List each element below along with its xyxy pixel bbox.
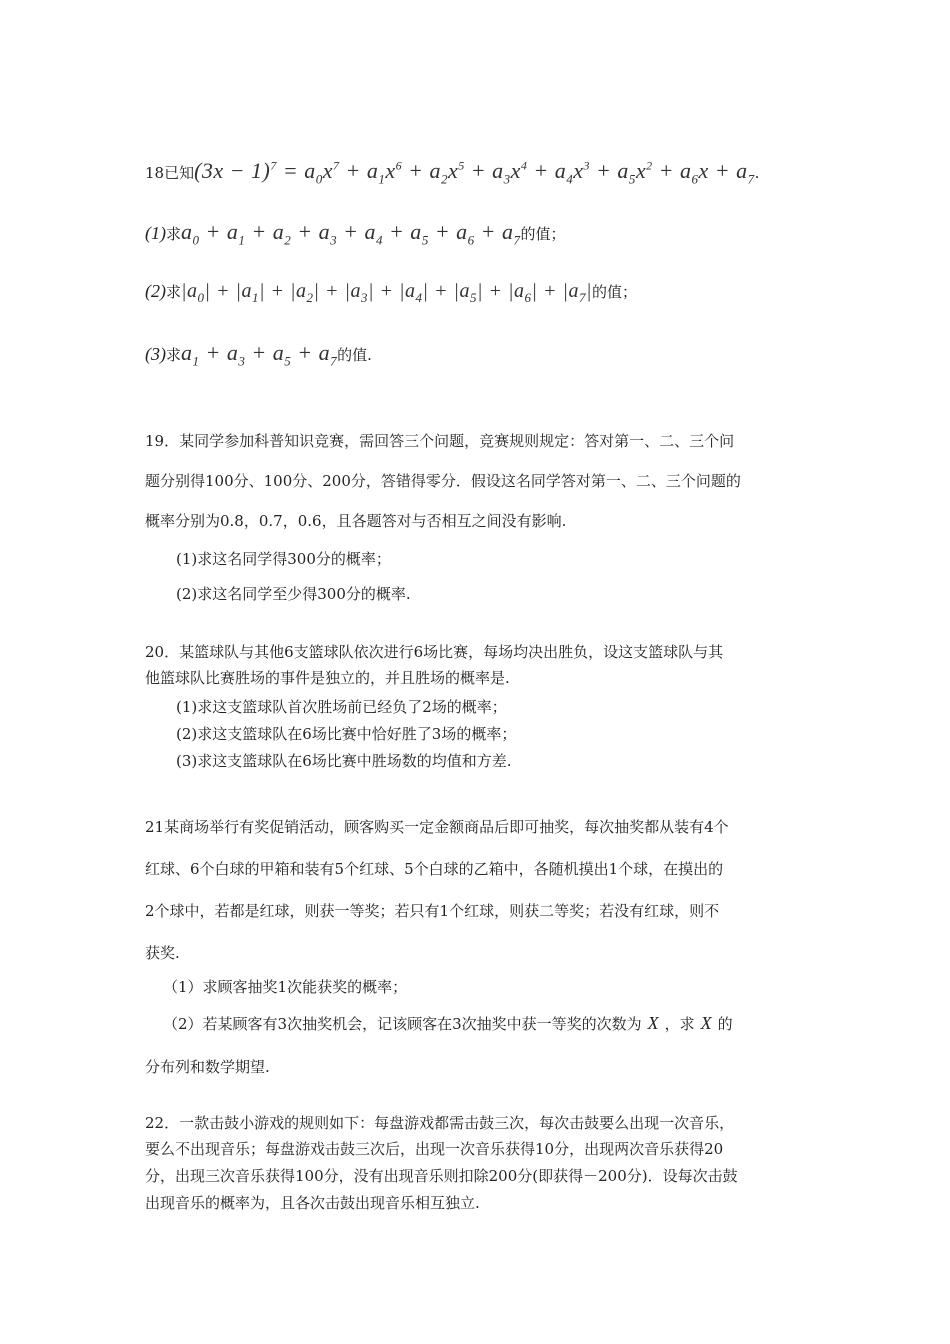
q18-eq-exp: 7 xyxy=(270,158,277,173)
q21-line4: 获奖. xyxy=(145,944,180,962)
q21-sub2 xyxy=(163,1013,733,1034)
q18-eq-base: (3x − 1) xyxy=(194,158,271,183)
q18-part2 xyxy=(145,280,637,306)
q20-sub1: (1)求这支篮球队首次胜场前已经负了2场的概率； xyxy=(176,698,507,716)
q18-p2-post: 的值； xyxy=(592,283,638,301)
q21-line1: 21某商场举行有奖促销活动，顾客购买一定金额商品后即可抽奖，每次抽奖都从装有4个 xyxy=(145,818,729,836)
q18-prefix: 18已知 xyxy=(145,164,195,182)
q18-p2-expr: $|a_0| + |a_1| + |a_2| + |a_3| + |a_4| + |a_5| + |a_6| + |a_7|$ xyxy=(181,280,593,305)
q21-sub1: （1）求顾客抽奖1次能获奖的概率； xyxy=(163,978,408,996)
q20-line2: 他篮球队比赛胜场的事件是独立的，并且胜场的概率是. xyxy=(145,669,510,687)
q19-sub1: (1)求这名同学得300分的概率； xyxy=(176,550,391,568)
q18-p1-post: 的值； xyxy=(520,225,566,243)
q18-p3-post: 的值. xyxy=(337,346,372,364)
q19-line3: 概率分别为0.8，0.7，0.6，且各题答对与否相互之间没有影响. xyxy=(145,512,567,530)
q18-p2-num: (2) xyxy=(145,281,166,301)
q21-sub2-c: 的 xyxy=(717,1015,733,1033)
q18-suffix: . xyxy=(754,164,760,182)
q18-p2-pre: 求 xyxy=(166,283,182,301)
q21-line2: 红球、6个白球的甲箱和装有5个红球、5个白球的乙箱中，各随机摸出1个球，在摸出的 xyxy=(145,860,724,878)
q18-equation: $(3x - 1)^7 = a_0x^7 + a_1x^6 + a_2x^5 + a_3x^4 + a_4x^3 + a_5x^2 + a_6x + a_7$ xyxy=(194,158,755,187)
q19-line2: 题分别得100分、100分、200分，答错得零分．假设这名同学答对第一、二、三个问题的 xyxy=(145,472,741,490)
q18-eq-rhs-lead: = a xyxy=(276,158,316,183)
q18-p1-pre: 求 xyxy=(166,225,182,243)
q18-part1 xyxy=(145,219,566,248)
q21-sub2-line2: 分布列和数学期望. xyxy=(145,1058,270,1076)
q21-var-x1: X xyxy=(647,1013,659,1033)
q21-var-x2: X xyxy=(700,1013,712,1033)
q21-line3: 2个球中，若都是红球，则获一等奖；若只有1个红球，则获二等奖；若没有红球，则不 xyxy=(145,902,720,920)
q22-line4: 出现音乐的概率为，且各次击鼓出现音乐相互独立. xyxy=(145,1194,480,1212)
q21-sub2-a: （2）若某顾客有3次抽奖机会，记该顾客在3次抽奖中获一等奖的次数为 xyxy=(163,1015,642,1033)
q22-line1: 22．一款击鼓小游戏的规则如下：每盘游戏都需击鼓三次，每次击鼓要么出现一次音乐， xyxy=(145,1114,735,1132)
q18-p3-expr: $a_1 + a_3 + a_5 + a_7$ xyxy=(181,340,338,369)
q18-statement xyxy=(145,158,759,187)
q19-sub2: (2)求这名同学至少得300分的概率. xyxy=(176,585,411,603)
q20-sub3: (3)求这支篮球队在6场比赛中胜场数的均值和方差. xyxy=(176,752,512,770)
q20-line1: 20．某篮球队与其他6支篮球队依次进行6场比赛，每场均决出胜负，设这支篮球队与其 xyxy=(145,643,724,661)
q22-line2: 要么不出现音乐；每盘游戏击鼓三次后，出现一次音乐获得10分，出现两次音乐获得20 xyxy=(145,1140,724,1158)
q18-part3 xyxy=(145,340,372,369)
q18-p3-num: (3) xyxy=(145,344,166,364)
q18-p1-num: (1) xyxy=(145,223,166,243)
q18-p3-pre: 求 xyxy=(166,346,182,364)
q22-line3: 分，出现三次音乐获得100分，没有出现音乐则扣除200分(即获得－200分)．设每次击鼓 xyxy=(145,1167,738,1185)
q20-sub2: (2)求这支篮球队在6场比赛中恰好胜了3场的概率； xyxy=(176,725,517,743)
q18-p1-expr: $a_0 + a_1 + a_2 + a_3 + a_4 + a_5 + a_6 + a_7$ xyxy=(181,219,521,248)
q21-sub2-b: ，求 xyxy=(664,1015,695,1033)
q19-line1: 19．某同学参加科普知识竞赛，需回答三个问题，竞赛规则规定：答对第一、二、三个问 xyxy=(145,432,735,450)
